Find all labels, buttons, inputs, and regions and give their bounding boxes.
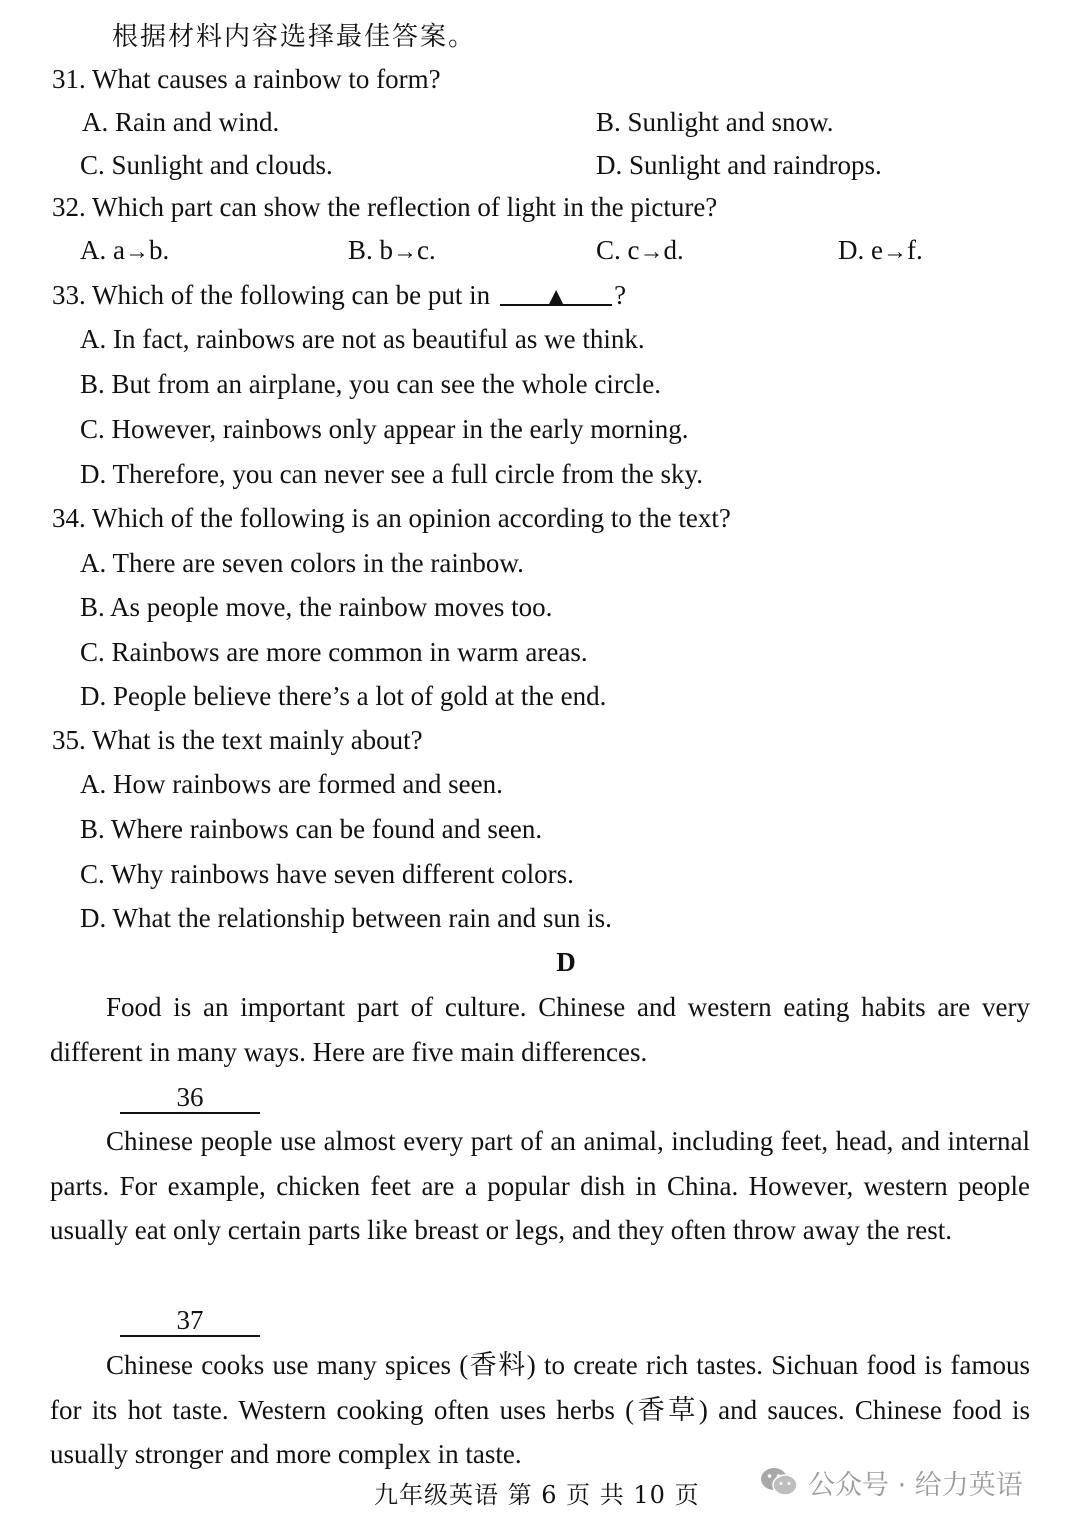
right-arrow-icon: → bbox=[393, 239, 418, 265]
question-mark: ? bbox=[614, 280, 627, 310]
blank-36-heading: 36 bbox=[120, 1082, 260, 1114]
question-31-stem: 31. What causes a rainbow to form? bbox=[52, 64, 441, 94]
question-32-option-a bbox=[80, 233, 169, 269]
option-letter: A. bbox=[80, 235, 107, 265]
right-arrow-icon: → bbox=[639, 239, 664, 265]
question-33-option-b: B. But from an airplane, you can see the whole circle. bbox=[80, 369, 662, 399]
point-to: f. bbox=[906, 235, 923, 265]
right-arrow-icon: → bbox=[882, 239, 907, 265]
blank-37-paragraph bbox=[50, 1343, 1030, 1477]
question-33-stem bbox=[52, 278, 626, 312]
question-35-option-a: A. How rainbows are formed and seen. bbox=[80, 769, 503, 799]
paragraph-text: Chinese people use almost every part of an animal, including feet, head, and internal parts. For example, chicken feet are a popular dish in China. However, western people usually eat only certain parts like breast or legs, and they often throw away the rest. bbox=[50, 1126, 1030, 1245]
point-to: b. bbox=[148, 235, 170, 265]
question-32-option-b bbox=[348, 233, 436, 269]
blank-36-paragraph bbox=[50, 1119, 1030, 1253]
question-32-stem: 32. Which part can show the reflection of light in the picture? bbox=[52, 192, 718, 222]
option-letter: C. bbox=[596, 235, 621, 265]
question-31-option-b: B. Sunlight and snow. bbox=[596, 107, 834, 137]
option-letter: B. bbox=[348, 235, 373, 265]
question-34-option-d: D. People believe there’s a lot of gold at the end. bbox=[80, 681, 607, 711]
question-35-option-b: B. Where rainbows can be found and seen. bbox=[80, 814, 543, 844]
question-35-option-c: C. Why rainbows have seven different colors. bbox=[80, 859, 574, 889]
wechat-icon bbox=[760, 1466, 798, 1498]
question-35-stem: 35. What is the text mainly about? bbox=[52, 725, 423, 755]
watermark-text: 公众号 · 给力英语 bbox=[808, 1469, 1023, 1501]
page-footer: 九年级英语 第 6 页 共 10 页 bbox=[374, 1481, 700, 1509]
option-letter: D. bbox=[838, 235, 865, 265]
question-31-option-a: A. Rain and wind. bbox=[82, 107, 280, 137]
watermark bbox=[760, 1462, 1023, 1502]
question-34-option-a: A. There are seven colors in the rainbow. bbox=[80, 548, 524, 578]
point-to: c. bbox=[417, 235, 436, 265]
answer-blank bbox=[500, 278, 612, 310]
question-33-option-d: D. Therefore, you can never see a full circle from the sky. bbox=[80, 459, 703, 489]
section-title: D bbox=[556, 947, 576, 977]
intro-text: Food is an important part of culture. Chinese and western eating habits are very different in many ways. Here are five main differences. bbox=[50, 992, 1030, 1067]
question-31-option-c: C. Sunlight and clouds. bbox=[80, 150, 333, 180]
question-33-option-a: A. In fact, rainbows are not as beautiful as we think. bbox=[80, 324, 645, 354]
paragraph-text: Chinese cooks use many spices (香料) to create rich tastes. Sichuan food is famous for its hot taste. Western cooking often uses herbs (香草) and sauces. Chinese food is usually stronger and more complex in taste. bbox=[50, 1350, 1030, 1469]
question-32-option-d bbox=[838, 233, 923, 269]
question-33-option-c: C. However, rainbows only appear in the early morning. bbox=[80, 414, 689, 444]
triangle-icon: ▲ bbox=[544, 284, 569, 310]
right-arrow-icon: → bbox=[124, 239, 149, 265]
instruction: 根据材料内容选择最佳答案。 bbox=[112, 22, 477, 52]
point-to: d. bbox=[663, 235, 684, 265]
point-from: e bbox=[871, 235, 883, 265]
question-31-option-d: D. Sunlight and raindrops. bbox=[596, 150, 882, 180]
question-34-option-c: C. Rainbows are more common in warm areas. bbox=[80, 637, 588, 667]
question-35-option-d: D. What the relationship between rain and sun is. bbox=[80, 903, 612, 933]
section-intro-paragraph bbox=[50, 985, 1030, 1074]
blank-37-heading: 37 bbox=[120, 1305, 260, 1337]
question-33-stem-text: 33. Which of the following can be put in bbox=[52, 280, 491, 310]
point-from: c bbox=[627, 235, 640, 265]
question-34-option-b: B. As people move, the rainbow moves too. bbox=[80, 592, 553, 622]
question-32-option-c bbox=[596, 233, 684, 269]
question-34-stem: 34. Which of the following is an opinion according to the text? bbox=[52, 503, 731, 533]
point-from: a bbox=[113, 235, 125, 265]
point-from: b bbox=[379, 235, 394, 265]
